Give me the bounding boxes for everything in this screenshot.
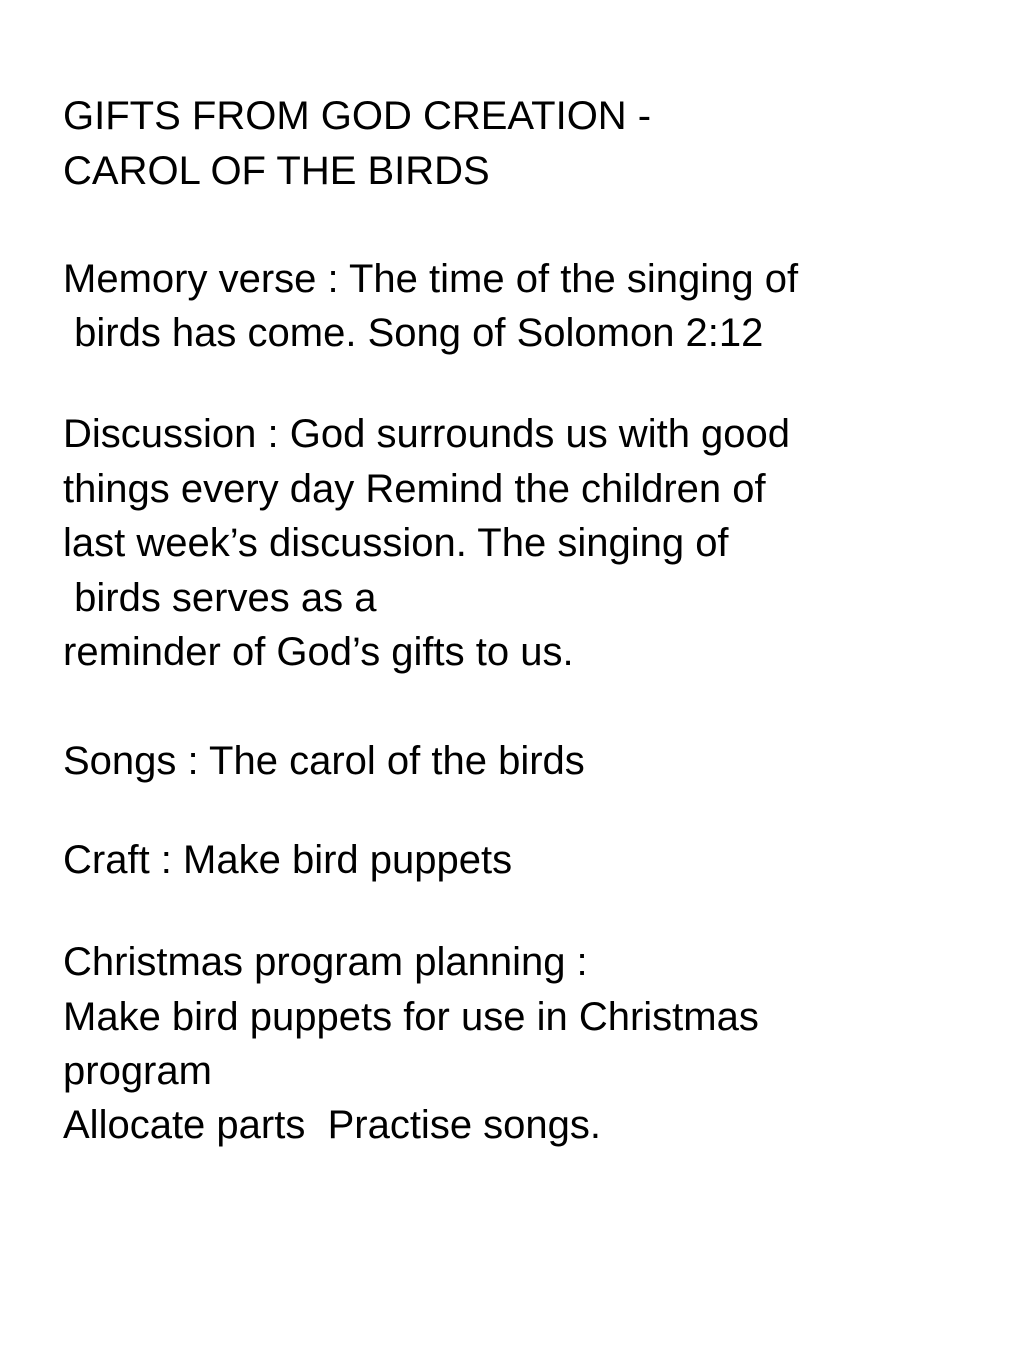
songs-line: Songs : The carol of the birds bbox=[63, 739, 585, 783]
christmas-planning-line-3: program bbox=[63, 1049, 212, 1093]
discussion-line-3: last week’s discussion. The singing of bbox=[63, 521, 729, 565]
craft-line: Craft : Make bird puppets bbox=[63, 838, 513, 882]
memory-verse-line-2: birds has come. Song of Solomon 2:12 bbox=[63, 311, 764, 355]
memory-verse-line-1: Memory verse : The time of the singing of bbox=[63, 257, 799, 301]
discussion-line-5: reminder of God’s gifts to us. bbox=[63, 630, 574, 674]
christmas-planning-line-4: Allocate parts Practise songs. bbox=[63, 1103, 602, 1147]
discussion-line-2: things every day Remind the children of bbox=[63, 467, 766, 511]
discussion-line-1: Discussion : God surrounds us with good bbox=[63, 412, 791, 456]
title-line-1: GIFTS FROM GOD CREATION - bbox=[63, 94, 652, 138]
title-line-2: CAROL OF THE BIRDS bbox=[63, 149, 490, 193]
christmas-planning-line-1: Christmas program planning : bbox=[63, 940, 588, 984]
discussion-line-4: birds serves as a bbox=[63, 576, 377, 620]
christmas-planning-line-2: Make bird puppets for use in Christmas bbox=[63, 995, 759, 1039]
